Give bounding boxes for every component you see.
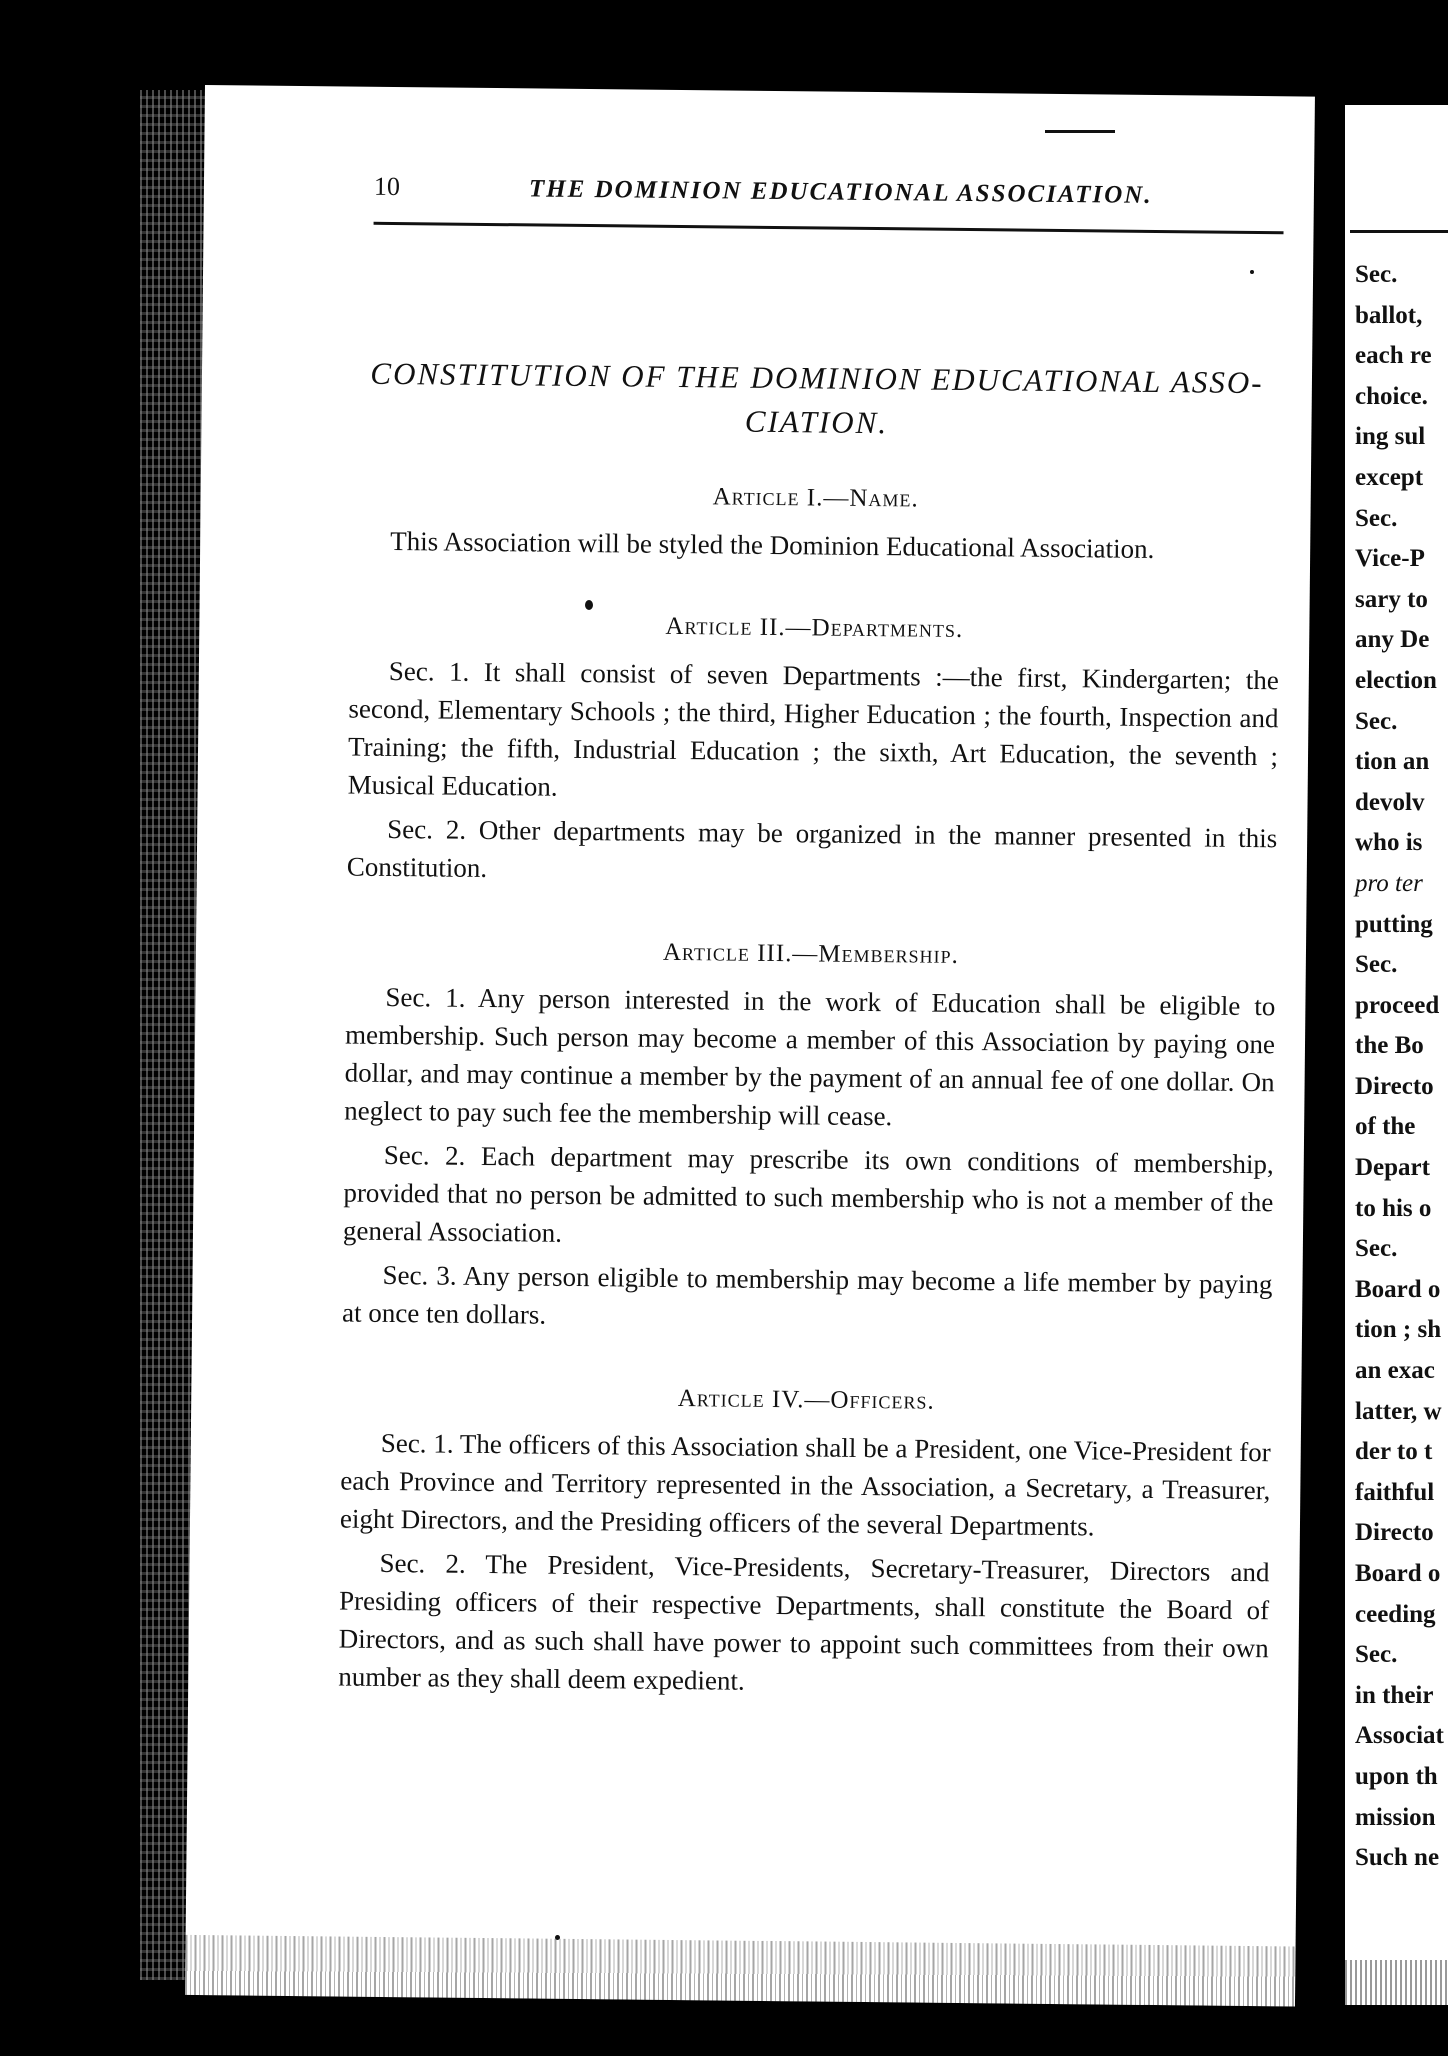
scan-speck <box>555 1935 560 1940</box>
running-title: THE DOMINION EDUCATIONAL ASSOCIATION. <box>528 175 1153 209</box>
paragraph: Sec. 2. Other departments may be organized in the manner presented in this Constitution. <box>346 813 1278 883</box>
page-number: 10 <box>373 171 401 202</box>
adjacent-line: der to t <box>1355 1438 1433 1466</box>
adjacent-line: Board o <box>1355 1560 1441 1587</box>
adjacent-line: ceeding <box>1355 1600 1436 1628</box>
adjacent-line: ballot, <box>1355 301 1423 329</box>
adjacent-line: devolv <box>1355 788 1425 816</box>
adjacent-line: latter, w <box>1355 1397 1442 1425</box>
adjacent-line: choice. <box>1355 382 1428 410</box>
adjacent-line: proceed <box>1355 991 1440 1019</box>
adjacent-line: the Bo <box>1355 1032 1424 1060</box>
adjacent-line: putting <box>1355 910 1433 938</box>
adjacent-page-text <box>1355 255 1448 1879</box>
adjacent-line: pro ter <box>1355 869 1423 897</box>
adjacent-line: Associat <box>1355 1722 1444 1750</box>
scan-speck <box>1250 270 1254 274</box>
paragraph: Sec. 2. Each department may prescribe its own conditions of membership, provided that no person be admitted to such membership who is not a member of the general Association. <box>342 1139 1274 1248</box>
main-page <box>185 85 1315 2007</box>
running-head <box>374 172 1274 221</box>
article-heading: Article IV.—Officers. <box>677 1385 935 1415</box>
adjacent-line: mission <box>1355 1803 1436 1831</box>
header-rule-fragment <box>1045 130 1115 133</box>
document-title: CONSTITUTION OF THE DOMINION EDUCATIONAL ASSO-CIATION. <box>370 355 1264 441</box>
adjacent-line: Directo <box>1355 1072 1434 1100</box>
adjacent-line: in their <box>1355 1681 1434 1709</box>
adjacent-line: Sec. <box>1355 707 1398 735</box>
paragraph: Sec. 2. The President, Vice-Presidents, Secretary-Treasurer, Directors and Presiding officers of their respective Departments, shall constitute the Board of Directors, and as such shall have power to appoint such committees from their own number as they shall deem expedient. <box>338 1547 1270 1696</box>
adjacent-line: Sec. <box>1355 504 1398 532</box>
paragraph: Sec. 3. Any person eligible to membership may become a life member by paying at once ten dollars. <box>341 1259 1273 1330</box>
adjacent-line: Sec. <box>1355 1235 1398 1263</box>
adjacent-line: Board o <box>1355 1275 1441 1303</box>
adjacent-line: an exac <box>1355 1357 1435 1385</box>
adjacent-line: Sec. <box>1355 951 1398 979</box>
adjacent-line: ing sul <box>1355 423 1426 451</box>
article-heading: Article III.—Membership. <box>662 938 960 969</box>
adjacent-line: who is <box>1355 829 1423 857</box>
adjacent-line: of the <box>1355 1113 1416 1141</box>
adjacent-line: Directo <box>1355 1519 1434 1547</box>
adjacent-line: faithful <box>1355 1478 1435 1506</box>
page-content <box>338 352 1282 1712</box>
scan-speck <box>585 600 593 610</box>
paragraph: This Association will be styled the Dominion Educational Association. <box>390 525 1155 564</box>
header-rule <box>374 222 1284 235</box>
adjacent-line: each re <box>1355 342 1432 370</box>
adjacent-line: sary to <box>1355 585 1428 613</box>
paragraph: Sec. 1. The officers of this Association shall be a President, one Vice-President for each Province and Territory represented in the Association, a Secretary, a Treasurer, eight Directors, and the Presiding officers of the several Departments. <box>339 1427 1271 1542</box>
article-heading: Article I.—Name. <box>712 483 919 513</box>
adjacent-line: tion an <box>1355 748 1430 776</box>
adjacent-line: except <box>1355 463 1424 491</box>
adjacent-line: to his o <box>1355 1194 1432 1222</box>
adjacent-line: upon th <box>1355 1762 1438 1790</box>
adjacent-page <box>1345 105 1448 2005</box>
adjacent-line: Vice-P <box>1355 545 1425 573</box>
paragraph: Sec. 1. It shall consist of seven Departments :—the first, Kindergarten; the second, Elementary Schools ; the third, Higher Education ; the fourth, Inspection and Training; the fifth, Industrial Education ; the sixth, Art Education, the seventh ; Musical Education. <box>347 655 1279 802</box>
adjacent-line: any De <box>1355 626 1430 654</box>
adjacent-line: Sec. <box>1355 1641 1398 1669</box>
paragraph: Sec. 1. Any person interested in the work of Education shall be eligible to membership. Such person may become a member of this Association by paying one dollar, and may continue a member by the payment of an annual fee of one dollar. On neglect to pay such fee the membership will cease. <box>344 981 1276 1132</box>
adjacent-line: election <box>1355 666 1437 694</box>
adjacent-line: Depart <box>1355 1154 1430 1182</box>
adjacent-line: tion ; sh <box>1355 1316 1442 1344</box>
article-heading: Article II.—Departments. <box>665 612 964 643</box>
adjacent-header-rule <box>1350 230 1448 233</box>
adjacent-line: Sec. <box>1355 261 1398 288</box>
adjacent-line: Such ne <box>1355 1844 1440 1872</box>
